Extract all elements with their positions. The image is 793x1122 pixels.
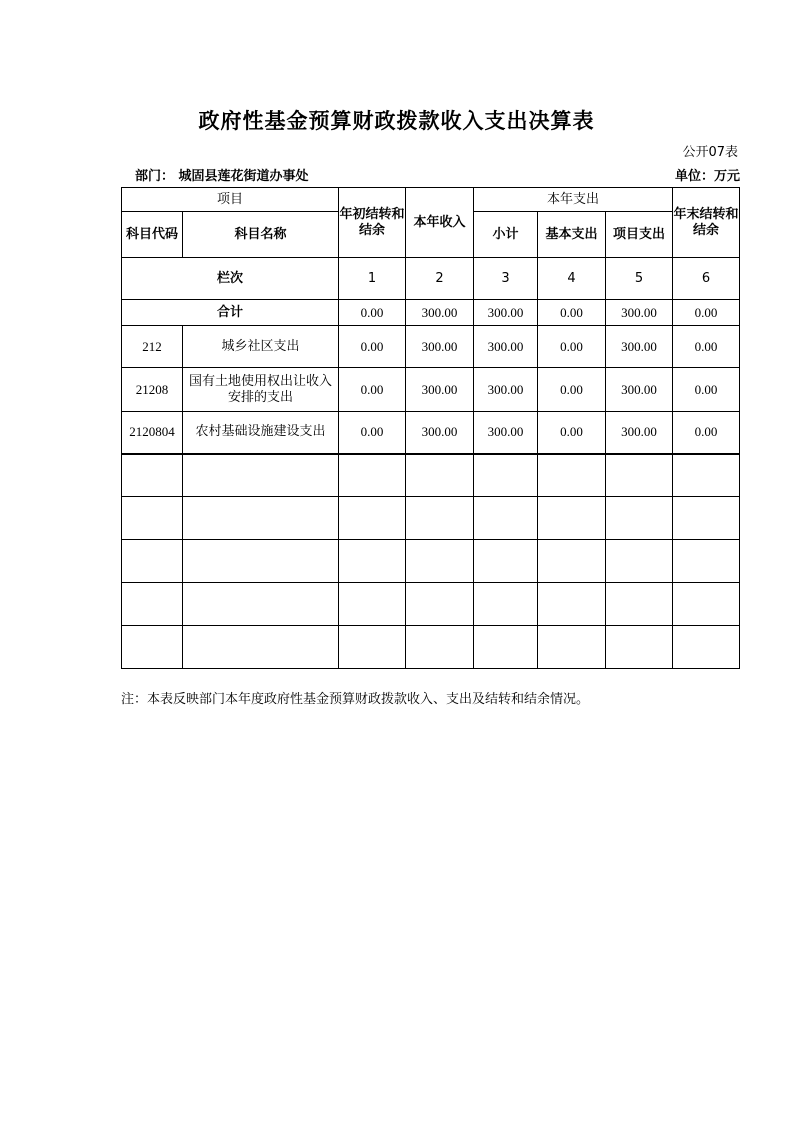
unit-label: 单位：万元 <box>674 169 740 184</box>
col-num: 5 <box>606 258 673 300</box>
header-project-exp: 项目支出 <box>606 212 673 258</box>
col-num: 6 <box>673 258 740 300</box>
empty-row <box>122 454 740 497</box>
total-value: 300.00 <box>406 300 474 326</box>
row-value: 0.00 <box>673 412 740 454</box>
table-row <box>122 326 740 368</box>
row-value: 0.00 <box>339 368 406 412</box>
department-label: 部门： 城固县莲花街道办事处 <box>135 169 309 184</box>
header-income: 本年收入 <box>406 188 474 258</box>
footnote: 注：本表反映部门本年度政府性基金预算财政拨款收入、支出及结转和结余情况。 <box>121 692 590 707</box>
row-code: 2120804 <box>122 412 183 454</box>
row-name: 农村基础设施建设支出 <box>183 412 339 454</box>
row-value: 0.00 <box>339 326 406 368</box>
row-code: 212 <box>122 326 183 368</box>
page-title: 政府性基金预算财政拨款收入支出决算表 <box>198 109 595 133</box>
row-value: 300.00 <box>406 412 474 454</box>
col-num: 1 <box>339 258 406 300</box>
table-row <box>122 368 740 412</box>
total-value: 300.00 <box>474 300 538 326</box>
header-subject-name: 科目名称 <box>183 212 339 258</box>
row-name: 国有土地使用权出让收入安排的支出 <box>183 368 339 412</box>
header-subject-code: 科目代码 <box>122 212 183 258</box>
empty-row <box>122 626 740 669</box>
header-expenditure: 本年支出 <box>474 188 673 212</box>
total-value: 300.00 <box>606 300 673 326</box>
col-num: 4 <box>538 258 606 300</box>
row-value: 0.00 <box>538 412 606 454</box>
row-value: 0.00 <box>339 412 406 454</box>
row-value: 300.00 <box>406 368 474 412</box>
table-row <box>122 412 740 454</box>
empty-row <box>122 497 740 540</box>
header-basic: 基本支出 <box>538 212 606 258</box>
row-value: 300.00 <box>474 368 538 412</box>
row-value: 0.00 <box>538 326 606 368</box>
empty-row <box>122 583 740 626</box>
row-value: 0.00 <box>538 368 606 412</box>
total-value: 0.00 <box>538 300 606 326</box>
row-value: 0.00 <box>673 326 740 368</box>
budget-table <box>121 187 740 669</box>
table-number: 公开07表 <box>682 145 738 160</box>
row-index-label: 栏次 <box>122 258 339 300</box>
row-value: 300.00 <box>406 326 474 368</box>
row-value: 300.00 <box>474 412 538 454</box>
header-project: 项目 <box>122 188 339 212</box>
total-value: 0.00 <box>339 300 406 326</box>
header-closing-balance: 年末结转和结余 <box>673 188 740 258</box>
col-num: 3 <box>474 258 538 300</box>
row-name: 城乡社区支出 <box>183 326 339 368</box>
row-value: 300.00 <box>606 412 673 454</box>
empty-row <box>122 540 740 583</box>
row-value: 0.00 <box>673 368 740 412</box>
header-opening-balance: 年初结转和结余 <box>339 188 406 258</box>
row-code: 21208 <box>122 368 183 412</box>
total-value: 0.00 <box>673 300 740 326</box>
row-value: 300.00 <box>606 368 673 412</box>
row-value: 300.00 <box>606 326 673 368</box>
total-label: 合计 <box>122 300 339 326</box>
header-subtotal: 小计 <box>474 212 538 258</box>
col-num: 2 <box>406 258 474 300</box>
row-value: 300.00 <box>474 326 538 368</box>
